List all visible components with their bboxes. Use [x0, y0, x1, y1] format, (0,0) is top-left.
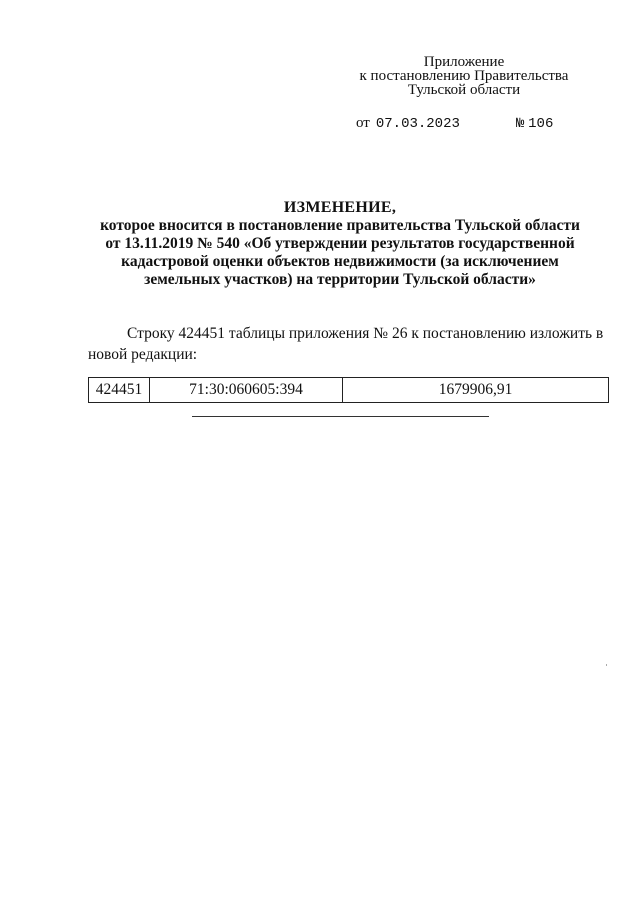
- table-cell-row-number: 424451: [95, 381, 143, 398]
- heading-line-1: которое вносится в постановление правительства Тульской области: [100, 217, 580, 234]
- date-prefix: от: [356, 115, 370, 131]
- appendix-line-2: к постановлению Правительства: [359, 68, 569, 84]
- scan-speck: [606, 664, 607, 666]
- table-cell-cadastral-number: 71:30:060605:394: [149, 378, 342, 402]
- appendix-line-3: Тульской области: [407, 82, 521, 98]
- data-table-row: [88, 377, 609, 403]
- paragraph-line-2: новой редакции:: [88, 346, 198, 363]
- document-heading: [60, 199, 620, 289]
- heading-line-4: земельных участков) на территории Тульской области»: [144, 271, 536, 288]
- appendix-header: [340, 55, 588, 97]
- heading-line-2: от 13.11.2019 № 540 «Об утверждении результатов государственной: [105, 235, 575, 252]
- document-number: 106: [528, 116, 554, 132]
- table-cell-cadastral-value: 1679906,91: [342, 378, 608, 402]
- closing-rule-divider: [192, 416, 489, 417]
- document-date-number: [356, 115, 554, 132]
- heading-line-3: кадастровой оценки объектов недвижимости (за исключением: [121, 253, 559, 270]
- heading-title: ИЗМЕНЕНИЕ,: [283, 199, 397, 216]
- document-date: 07.03.2023: [375, 116, 460, 132]
- number-sign: №: [516, 116, 525, 132]
- paragraph-line-1: Строку 424451 таблицы приложения № 26 к постановлению изложить в: [127, 325, 604, 342]
- body-paragraph: [88, 323, 610, 365]
- appendix-line-1: Приложение: [423, 54, 505, 70]
